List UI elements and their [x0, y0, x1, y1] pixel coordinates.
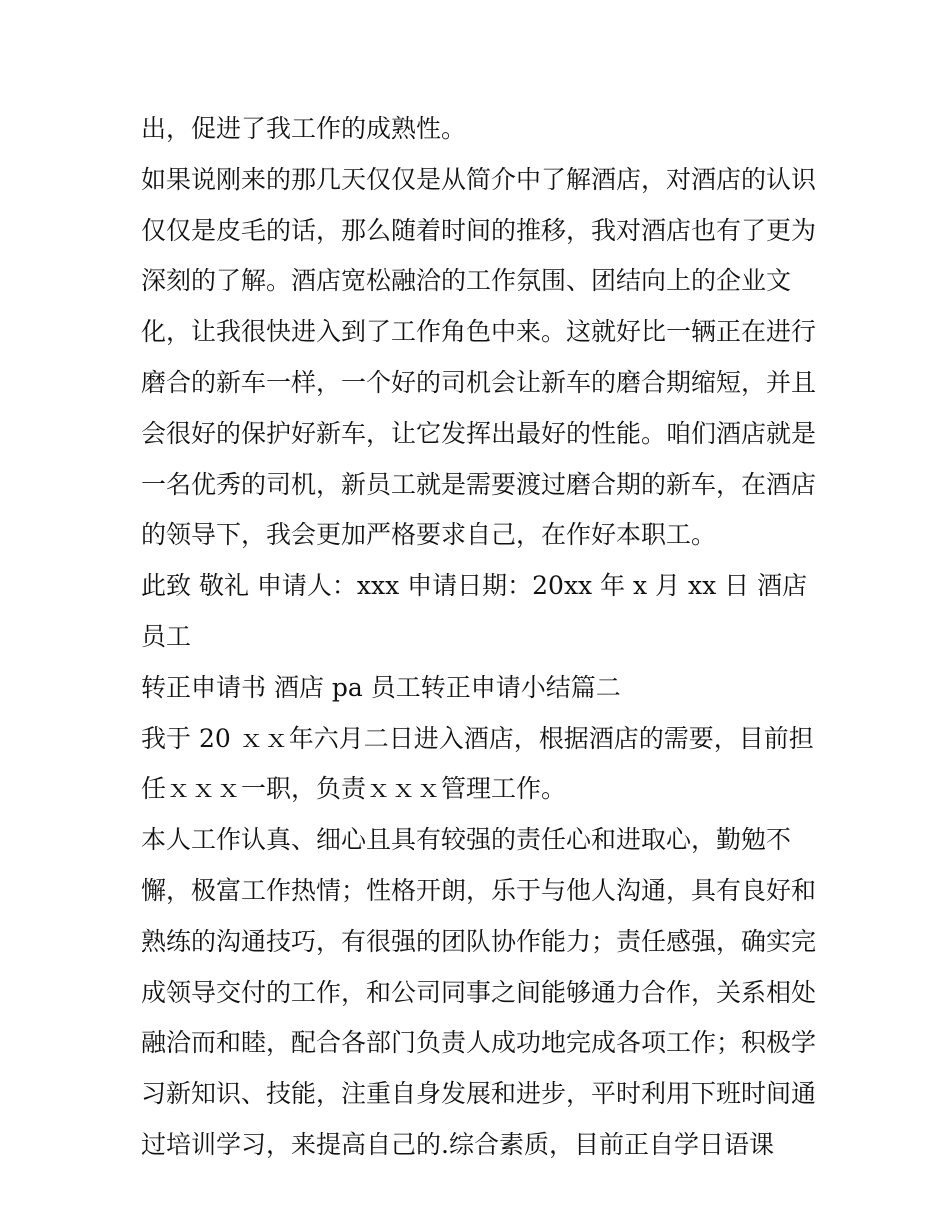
text-line-13: 任ｘｘｘ一职，负责ｘｘｘ管理工作。	[141, 774, 567, 804]
text-line-3: 仅仅是皮毛的话，那么随着时间的推移，我对酒店也有了更为	[141, 215, 817, 245]
text-line-8: 一名优秀的司机，新员工就是需要渡过磨合期的新车，在酒店	[141, 469, 817, 499]
text-line-2: 如果说刚来的那几天仅仅是从简介中了解酒店，对酒店的认识	[141, 164, 817, 194]
text-line-17: 成领导交付的工作，和公司同事之间能够通力合作，关系相处	[141, 977, 817, 1007]
document-body	[141, 104, 821, 1171]
text-line-1: 出，促进了我工作的成熟性。	[141, 114, 467, 143]
text-line-9: 的领导下，我会更加严格要求自己，在作好本职工。	[141, 520, 717, 550]
text-line-15: 懈，极富工作热情；性格开朗，乐于与他人沟通，具有良好和	[141, 875, 817, 905]
text-line-14: 本人工作认真、细心且具有较强的责任心和进取心，勤勉不	[141, 825, 792, 855]
text-line-12: 我于 20 ｘｘ年六月二日进入酒店，根据酒店的需要，目前担	[141, 723, 814, 753]
text-line-7: 会很好的保护好新车，让它发挥出最好的性能。咱们酒店就是	[141, 418, 817, 448]
text-line-6: 磨合的新车一样，一个好的司机会让新车的磨合期缩短，并且	[141, 367, 817, 397]
text-line-11: 转正申请书 酒店 pa 员工转正申请小结篇二	[141, 672, 621, 702]
text-line-10: 此致 敬礼 申请人：xxx 申请日期：20xx 年 x 月 xx 日 酒店员工	[141, 571, 808, 651]
text-line-18: 融洽而和睦，配合各部门负责人成功地完成各项工作；积极学	[141, 1028, 817, 1058]
text-line-16: 熟练的沟通技巧，有很强的团队协作能力；责任感强，确实完	[141, 926, 817, 956]
text-line-5: 化，让我很快进入到了工作角色中来。这就好比一辆正在进行	[141, 317, 817, 347]
text-line-4: 深刻的了解。酒店宽松融洽的工作氛围、团结向上的企业文	[141, 266, 792, 296]
text-line-20: 过培训学习，来提高自己的.综合素质，目前正自学日语课	[141, 1129, 774, 1159]
text-line-19: 习新知识、技能，注重自身发展和进步，平时利用下班时间通	[141, 1079, 817, 1109]
